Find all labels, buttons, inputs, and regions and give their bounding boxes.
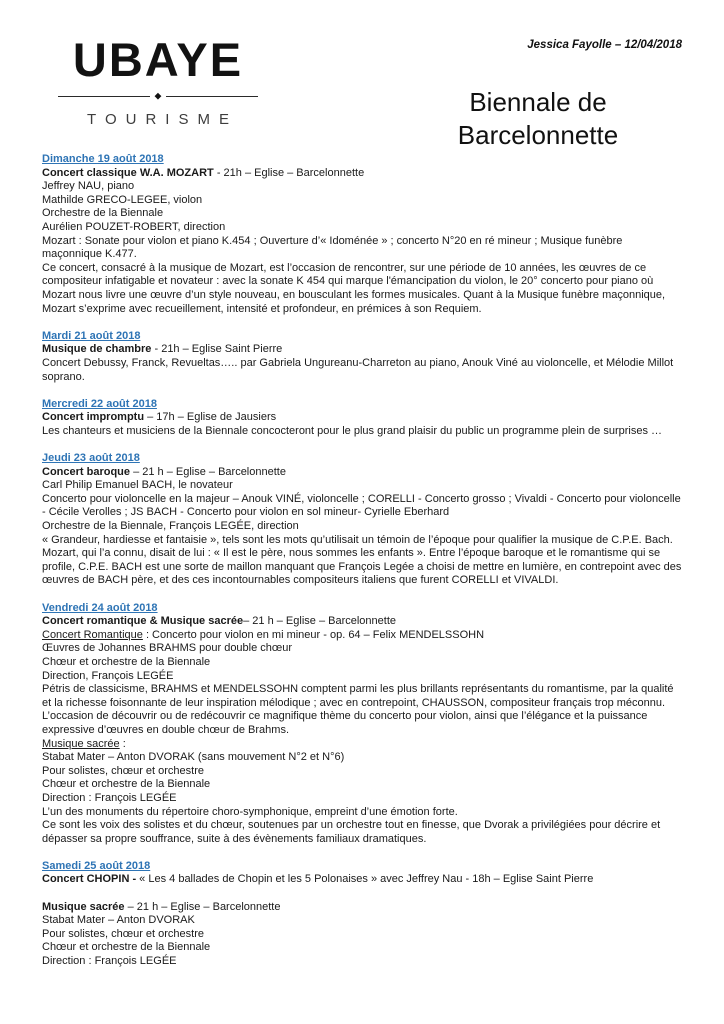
program-line: [42, 466, 683, 480]
section-date-heading: Jeudi 23 août 2018: [42, 452, 140, 465]
text-segment: Concert Debussy, Franck, Revueltas….. par Gabriela Ungureanu-Charreton au piano, Anouk Viné au violoncelle, et Mélodie Millot soprano.: [42, 356, 674, 383]
program-line: [42, 778, 683, 792]
text-segment: Pour solistes, chœur et orchestre: [42, 764, 205, 777]
program-line: [42, 262, 683, 316]
concert-section: [42, 153, 683, 316]
text-segment: « Les 4 ballades de Chopin et les 5 Polonaises » avec Jeffrey Nau - 18h – Eglise Saint Pierre: [136, 873, 594, 886]
program-line: [42, 792, 683, 806]
program-line: [42, 235, 683, 262]
text-segment: L’un des monuments du répertoire choro-symphonique, empreint d’une émotion forte.: [42, 805, 458, 818]
divider-rule-right: [166, 96, 258, 98]
text-segment: - 21h – Eglise – Barcelonnette: [216, 166, 365, 179]
program-line: [42, 547, 683, 588]
text-segment: Ce concert, consacré à la musique de Mozart, est l’occasion de rencontrer, sur une période de 10 années, les œuvres de ce compositeur infatigable et novateur : avec la sonate K 454 qui marque l'émancipation du violon, le 20° concerto pour piano où Mozart nous livre une œuvre d’un style nouveau, en bousculant les formes musicales. Quant à la Musique funèbre maçonnique, Mozart s’exprime avec recueillement, intensité et profondeur, en prémices à son Requiem.: [42, 261, 666, 315]
text-segment: Concert romantique & Musique sacrée: [42, 615, 244, 628]
text-segment: Chœur et orchestre de la Biennale: [42, 941, 211, 954]
text-segment: Chœur et orchestre de la Biennale: [42, 778, 211, 791]
program-line: [42, 425, 683, 439]
text-segment: : Concerto pour violon en mi mineur - op. 64 – Felix MENDELSSOHN: [142, 628, 485, 641]
program-line: [42, 221, 683, 235]
text-segment: Carl Philip Emanuel BACH, le novateur: [42, 479, 233, 492]
text-segment: – 17h – Eglise de Jausiers: [144, 411, 277, 424]
ubaye-tourisme-logo: [56, 33, 260, 128]
divider-rule-left: [58, 96, 150, 98]
text-segment: Direction, François LEGÉE: [42, 669, 174, 682]
text-segment: Jeffrey NAU, piano: [42, 180, 135, 193]
program-line: [42, 207, 683, 221]
program-line: [42, 670, 683, 684]
program-line: [42, 180, 683, 194]
text-segment: Mozart : Sonate pour violon et piano K.454 ; Ouverture d’« Idoménée » ; concerto N°20 en ré mineur ; Musique funèbre maçonnique K.477.: [42, 234, 623, 261]
section-date-heading: Dimanche 19 août 2018: [42, 153, 164, 165]
text-segment: Direction : François LEGÉE: [42, 955, 177, 968]
program-line: [42, 493, 683, 520]
text-segment: Musique sacrée: [42, 900, 125, 913]
section-date-heading: Mercredi 22 août 2018: [42, 397, 157, 410]
text-segment: Musique sacrée: [42, 737, 120, 750]
program-line: [42, 901, 683, 915]
text-segment: Les chanteurs et musiciens de la Biennale concocteront pour le plus grand plaisir du public un programme plein de surprises …: [42, 424, 663, 437]
concert-section: [42, 398, 683, 439]
text-segment: Musique de chambre: [42, 343, 152, 356]
program-line: [42, 167, 683, 181]
text-segment: - 21h – Eglise Saint Pierre: [151, 343, 283, 356]
program-line: [42, 955, 683, 969]
program-line: [42, 411, 683, 425]
program-line: [42, 357, 683, 384]
text-segment: Pétris de classicisme, BRAHMS et MENDELSSOHN comptent parmi les plus brillants représentants du romantisme, par la qualité et la richesse foisonnante de leur inspiration mélodique ; avec en contrepoint, CHAUSSON, compositeur français trop méconnu.: [42, 683, 674, 709]
text-segment: Aurélien POUZET-ROBERT, direction: [42, 220, 226, 233]
text-segment: Orchestre de la Biennale: [42, 207, 164, 220]
program-line: [42, 683, 683, 710]
program-line: [42, 479, 683, 493]
logo-divider: [58, 92, 258, 101]
text-segment: :: [119, 737, 126, 750]
program-line: [42, 873, 683, 887]
blank-line: [42, 887, 683, 901]
text-segment: Concert CHOPIN -: [42, 873, 137, 886]
concert-section: [42, 452, 683, 588]
concert-section: [42, 330, 683, 384]
program-line: [42, 534, 683, 548]
text-segment: Pour solistes, chœur et orchestre: [42, 927, 205, 940]
program-line: [42, 194, 683, 208]
diamond-icon: ◆: [154, 90, 162, 101]
text-segment: – 21 h – Eglise – Barcelonnette: [130, 465, 286, 478]
program-line: [42, 765, 683, 779]
text-segment: – 21 h – Eglise – Barcelonnette: [243, 615, 396, 628]
text-segment: Stabat Mater – Anton DVORAK: [42, 914, 195, 927]
program-line: [42, 520, 683, 534]
section-date-heading: Mardi 21 août 2018: [42, 329, 141, 342]
text-segment: Orchestre de la Biennale, François LEGÉE, direction: [42, 520, 299, 533]
text-segment: « Grandeur, hardiesse et fantaisie », tels sont les mots qu’utilisait un témoin de l’époque pour qualifier la musique de C.P.E. Bach.: [42, 533, 673, 546]
program-line: [42, 629, 683, 643]
section-date-heading: Vendredi 24 août 2018: [42, 601, 158, 614]
program-line: [42, 642, 683, 656]
text-segment: Œuvres de Johannes BRAHMS pour double chœur: [42, 642, 293, 655]
program-sections: [42, 153, 683, 982]
text-segment: Concert baroque: [42, 465, 131, 478]
program-line: [42, 751, 683, 765]
text-segment: Concert impromptu: [42, 411, 145, 424]
text-segment: Stabat Mater – Anton DVORAK (sans mouvement N°2 et N°6): [42, 751, 345, 764]
text-segment: Direction : François LEGÉE: [42, 791, 177, 804]
author-date-line: Jessica Fayolle – 12/04/2018: [527, 39, 682, 51]
program-line: [42, 806, 683, 820]
text-segment: Concert Romantique: [42, 628, 143, 641]
text-segment: Concert classique W.A. MOZART: [42, 166, 217, 179]
text-segment: Ce sont les voix des solistes et du chœur, soutenues par un orchestre tout en finesse, que Dvorak a privilégiées pour décrire et dépasser sa propre souffrance, suite à des évènements familiaux dramatiques.: [42, 819, 661, 845]
program-line: [42, 343, 683, 357]
text-segment: Mozart, qui l’a connu, disait de lui : « Il est le père, nous sommes les enfants ». Entre l’époque baroque et le romantisme qui se profile, C.P.E. BACH est une sorte de maillon manquant que François Legée a choisi de mettre en lumière, en contrepoint avec des œuvres de BACH père, et des ces incontournables compositeurs italiens que furent CORELLI et VIVALDI.: [42, 547, 682, 587]
program-line: [42, 615, 683, 629]
program-line: [42, 914, 683, 928]
concert-section: [42, 602, 683, 847]
program-line: [42, 928, 683, 942]
section-date-heading: Samedi 25 août 2018: [42, 859, 151, 872]
text-segment: Concerto pour violoncelle en la majeur – Anouk VINÉ, violoncelle ; CORELLI - Concerto grosso ; Vivaldi - Concerto pour violoncelle - Cécile Verolles ; JS BACH - Concerto pour violon en sol mineur- Cyrielle Eberhard: [42, 492, 681, 519]
logo-subtitle: TOURISME: [87, 111, 238, 128]
text-segment: – 21 h – Eglise – Barcelonnette: [124, 900, 281, 913]
program-line: [42, 941, 683, 955]
logo-wordmark: UBAYE: [72, 33, 244, 86]
document-title: Biennale de Barcelonnette: [457, 87, 619, 150]
program-line: [42, 738, 683, 752]
text-segment: Mathilde GRECO-LEGEE, violon: [42, 193, 203, 206]
concert-section: [42, 860, 683, 969]
program-line: [42, 710, 683, 737]
text-segment: L’occasion de découvrir ou de redécouvrir ce magnifique thème du concerto pour violon, ainsi que l’élégance et la puissance expressive d’œuvres en double chœur de Brahms.: [42, 710, 648, 736]
program-line: [42, 819, 683, 846]
text-segment: Chœur et orchestre de la Biennale: [42, 655, 211, 668]
program-line: [42, 656, 683, 670]
